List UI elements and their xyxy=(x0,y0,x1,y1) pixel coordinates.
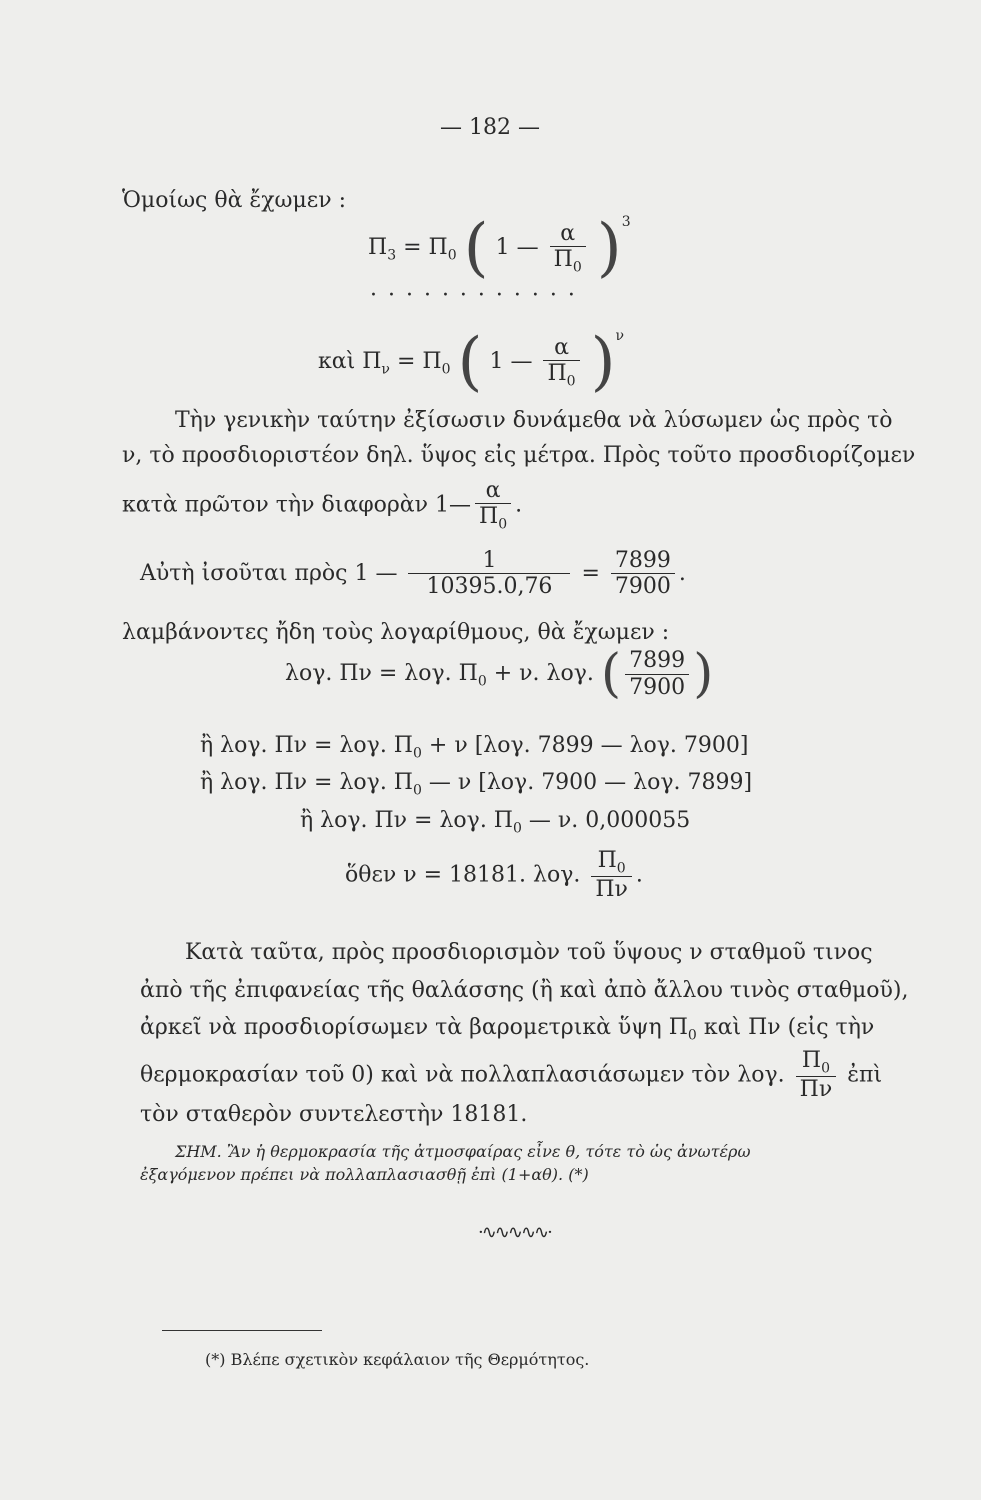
eq2-fraction: $\frac{\alpha}{\Pi_0}$ xyxy=(543,335,579,390)
footnote: (*) Βλέπε σχετικὸν κεφάλαιον τῆς Θερμότητος. xyxy=(205,1350,590,1369)
ornament-divider: ·∿∿∿∿∿· xyxy=(478,1222,551,1243)
eq1-fraction: $\frac{\alpha}{\Pi_0}$ xyxy=(550,221,586,276)
left-paren: ( xyxy=(463,211,489,285)
equation-pn: καὶ $\Pi_\nu = \Pi_0$ ( 1 — $\frac{\alpha}{\Pi_0}$ )$^\nu$ xyxy=(318,325,625,399)
footnote-rule xyxy=(162,1330,322,1331)
equation-log1: λογ. Πν = λογ. $\Pi_0 + \nu$. λογ. ( $\frac{7899}{7900}$ ) xyxy=(285,644,714,704)
equation-ratio: Αὐτὴ ἰσοῦται πρὸς 1 — $\frac{1}{10395.0,76}$ = $\frac{7899}{7900}$ . xyxy=(140,548,686,600)
equation-log3: ἢ λογ. Πν = λογ. $\Pi_0$ — ν [λογ. 7900 — λογ. 7899] xyxy=(200,770,753,799)
note-line1: ΣΗΜ. Ἂν ἡ θερμοκρασία τῆς ἀτμοσφαίρας εἶνε θ, τότε τὸ ὡς ἀνωτέρω xyxy=(175,1142,751,1161)
para3-line5: τὸν σταθερὸν συντελεστὴν 18181. xyxy=(140,1102,528,1127)
para2: λαμβάνοντες ἤδη τοὺς λογαρίθμους, θὰ ἔχωμεν : xyxy=(122,620,670,645)
ellipsis-dots: · · · · · · · · · · · · xyxy=(370,283,577,308)
equation-log4: ἢ λογ. Πν = λογ. $\Pi_0$ — ν. 0,000055 xyxy=(300,808,691,837)
equation-p3: $\Pi_3 = \Pi_0$ ( 1 — $\frac{\alpha}{\Pi_0}$ )$^3$ xyxy=(368,211,631,285)
para3-line1: Κατὰ ταῦτα, πρὸς προσδιορισμὸν τοῦ ὕψους ν σταθμοῦ τινος xyxy=(185,940,873,965)
para3-line3: ἀρκεῖ νὰ προσδιορίσωμεν τὰ βαρομετρικὰ ὕψη $\Pi_0$ καὶ Πν (εἰς τὴν xyxy=(140,1015,875,1044)
para3-line4: θερμοκρασίαν τοῦ 0) καὶ νὰ πολλαπλασιάσωμεν τὸν λογ. $\frac{\Pi_0}{\Pi\nu}$ ἐπὶ xyxy=(140,1048,883,1103)
para1-line1: Τὴν γενικὴν ταύτην ἐξίσωσιν δυνάμεθα νὰ λύσωμεν ὡς πρὸς τὸ xyxy=(175,408,893,433)
eq1-lhs: Π xyxy=(368,235,388,260)
note-line2: ἐξαγόμενον πρέπει νὰ πολλαπλασιασθῇ ἐπὶ (1+αθ). (*) xyxy=(140,1165,589,1184)
intro-line: Ὁμοίως θὰ ἔχωμεν : xyxy=(122,188,346,213)
right-paren: ) xyxy=(596,211,622,285)
para1-line2: ν, τὸ προσδιοριστέον δηλ. ὕψος εἰς μέτρα. Πρὸς τοῦτο προσδιορίζομεν xyxy=(122,443,916,468)
equation-height: ὅθεν ν = 18181. λογ. $\frac{\Pi_0}{\Pi\nu}$ . xyxy=(345,848,643,903)
page-number: — 182 — xyxy=(440,115,540,140)
para1-line3: κατὰ πρῶτον τὴν διαφορὰν 1— $\frac{\alpha}{\Pi_0}$ . xyxy=(122,478,523,533)
equation-log2: ἢ λογ. Πν = λογ. $\Pi_0 + \nu$ [λογ. 7899 — λογ. 7900] xyxy=(200,733,749,762)
para3-line2: ἀπὸ τῆς ἐπιφανείας τῆς θαλάσσης (ἢ καὶ ἀπὸ ἄλλου τινὸς σταθμοῦ), xyxy=(140,978,909,1003)
